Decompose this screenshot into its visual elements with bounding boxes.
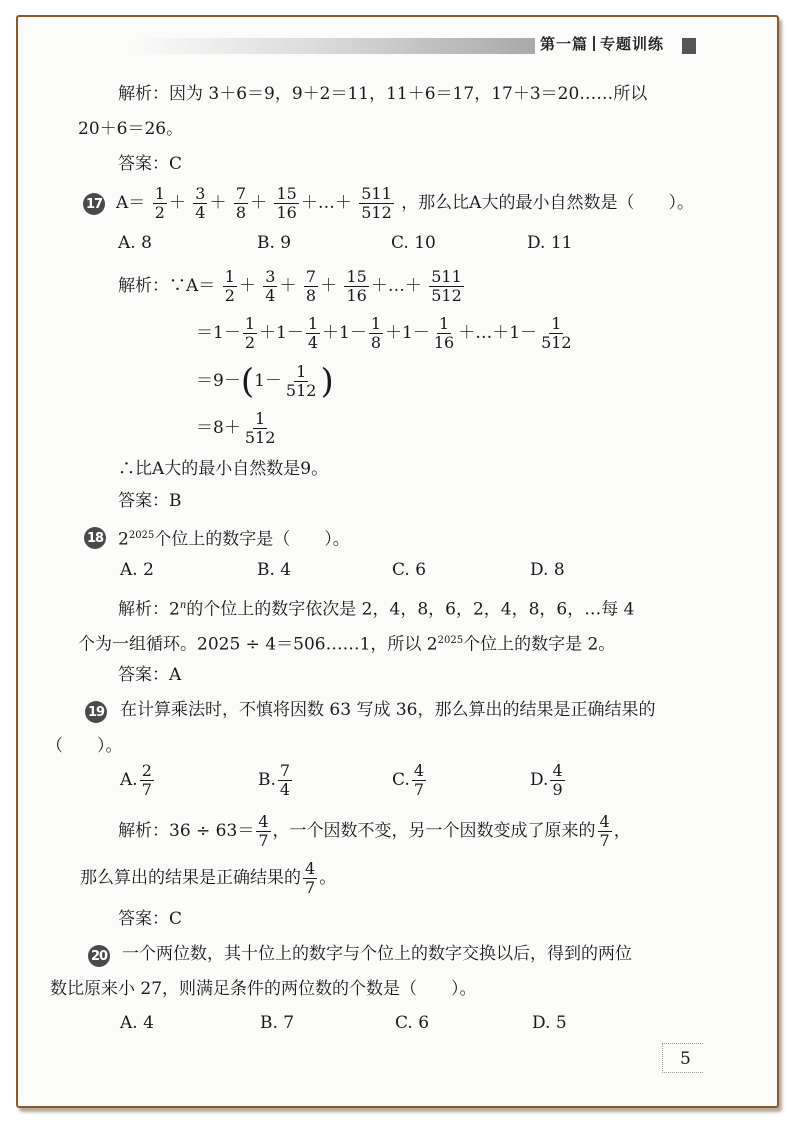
q19-answer: 答案：C bbox=[118, 909, 183, 929]
header-gradient-bar bbox=[130, 38, 535, 54]
q17-conclusion: ∴比A大的最小自然数是9。 bbox=[118, 459, 329, 479]
q20-stem-line1: 一个两位数，其十位上的数字与个位上的数字交换以后，得到的两位 bbox=[122, 944, 632, 964]
q17-solution-line1: 解析：∵A＝ $\frac{1}{2}$ ＋ $\frac{3}{4}$ ＋ $\frac{7}{8}$ ＋ $\frac{15}{16}$ ＋…＋ $\frac{511}{512}$ bbox=[118, 267, 462, 305]
question-badge-18: 18 bbox=[84, 527, 106, 549]
q17-option-d: D. 11 bbox=[527, 233, 573, 253]
q20-option-b: B. 7 bbox=[260, 1013, 295, 1033]
q17-frac-1: $\frac{1}{2}$ bbox=[154, 184, 165, 222]
q19-option-a: A. $\frac{2}{7}$ bbox=[120, 761, 152, 799]
q17-frac-4: $\frac{15}{16}$ bbox=[276, 184, 297, 222]
q18-option-b: B. 4 bbox=[257, 560, 292, 580]
q19-stem-line2: （ ）。 bbox=[46, 736, 123, 756]
q17-option-b: B. 9 bbox=[257, 233, 292, 253]
q19-solution-line2: 那么算出的结果是正确结果的 $\frac{4}{7}$ 。 bbox=[80, 859, 337, 897]
header-part: 第一篇 bbox=[540, 35, 589, 53]
q19-stem-line1: 在计算乘法时，不慎将因数 63 写成 36，那么算出的结果是正确结果的 bbox=[120, 700, 656, 720]
q17-solution-line4: ＝8＋ $\frac{1}{512}$ bbox=[196, 409, 276, 447]
page-number: 5 bbox=[680, 1049, 691, 1069]
q17-solution-line3: ＝9－(1－ $\frac{1}{512}$ ) bbox=[196, 361, 334, 402]
q20-option-d: D. 5 bbox=[532, 1013, 567, 1033]
q20-option-a: A. 4 bbox=[120, 1013, 154, 1033]
q19-option-b: B. $\frac{7}{4}$ bbox=[258, 761, 291, 799]
header-separator bbox=[593, 36, 595, 51]
prev-analysis-line2: 20＋6＝26。 bbox=[78, 119, 184, 139]
q20-option-c: C. 6 bbox=[395, 1013, 430, 1033]
q17-frac-3: $\frac{7}{8}$ bbox=[235, 184, 247, 222]
question-badge-17: 17 bbox=[83, 193, 105, 215]
q17-option-a: A. 8 bbox=[118, 233, 152, 253]
question-badge-19: 19 bbox=[85, 701, 107, 723]
q19-option-d: D. $\frac{4}{9}$ bbox=[530, 761, 563, 799]
q17-stem-lhs: A＝ bbox=[116, 193, 146, 213]
q18-stem: $2^{2025}$个位上的数字是（ ）。 bbox=[118, 529, 350, 550]
q17-frac-2: $\frac{3}{4}$ bbox=[195, 184, 206, 222]
q17-solution-line2: ＝1－ $\frac{1}{2}$ ＋1－ $\frac{1}{4}$ ＋1－ $\frac{1}{8}$ ＋1－ $\frac{1}{16}$ ＋…＋1－ $\frac{1}{512}$ bbox=[196, 314, 572, 352]
q20-stem-line2: 数比原来小 27，则满足条件的两位数的个数是（ ）。 bbox=[50, 979, 477, 999]
q19-option-c: C. $\frac{4}{7}$ bbox=[392, 761, 424, 799]
prev-answer: 答案：C bbox=[118, 154, 183, 174]
question-badge-20: 20 bbox=[88, 945, 110, 967]
header-end-block bbox=[682, 38, 696, 54]
q18-solution-line2: 个为一组循环。2025 ÷ 4＝506……1，所以 $2^{2025}$个位上的数字是 2。 bbox=[78, 634, 616, 655]
q17-stem-tail: ，那么比A大的最小自然数是（ ）。 bbox=[401, 193, 694, 213]
q17-option-c: C. 10 bbox=[391, 233, 436, 253]
q18-answer: 答案：A bbox=[118, 665, 182, 685]
running-header bbox=[540, 33, 664, 54]
q17-frac-5: $\frac{511}{512}$ bbox=[361, 184, 392, 222]
header-topic: 专题训练 bbox=[600, 35, 665, 53]
q19-solution-line1: 解析：36 ÷ 63＝ $\frac{4}{7}$ ，一个因数不变，另一个因数变成了原来的 $\frac{4}{7}$ ， bbox=[118, 812, 631, 850]
q17-answer: 答案：B bbox=[118, 491, 182, 511]
q18-option-c: C. 6 bbox=[392, 560, 427, 580]
q18-option-a: A. 2 bbox=[120, 560, 154, 580]
q18-solution-line1: 解析：2$^n$的个位上的数字依次是 2，4，8，6，2，4，8，6，…每 4 bbox=[118, 599, 635, 620]
q17-stem: A＝ $\frac{1}{2}$ ＋ $\frac{3}{4}$ ＋ $\frac{7}{8}$ ＋ $\frac{15}{16}$ ＋…＋ $\frac{511}{512}$ ，那么比A大的最小自然数是（ ）。 bbox=[116, 184, 694, 222]
q18-option-d: D. 8 bbox=[530, 560, 565, 580]
prev-analysis-line1: 解析：因为 3＋6＝9，9＋2＝11，11＋6＝17，17＋3＝20……所以 bbox=[118, 84, 648, 104]
